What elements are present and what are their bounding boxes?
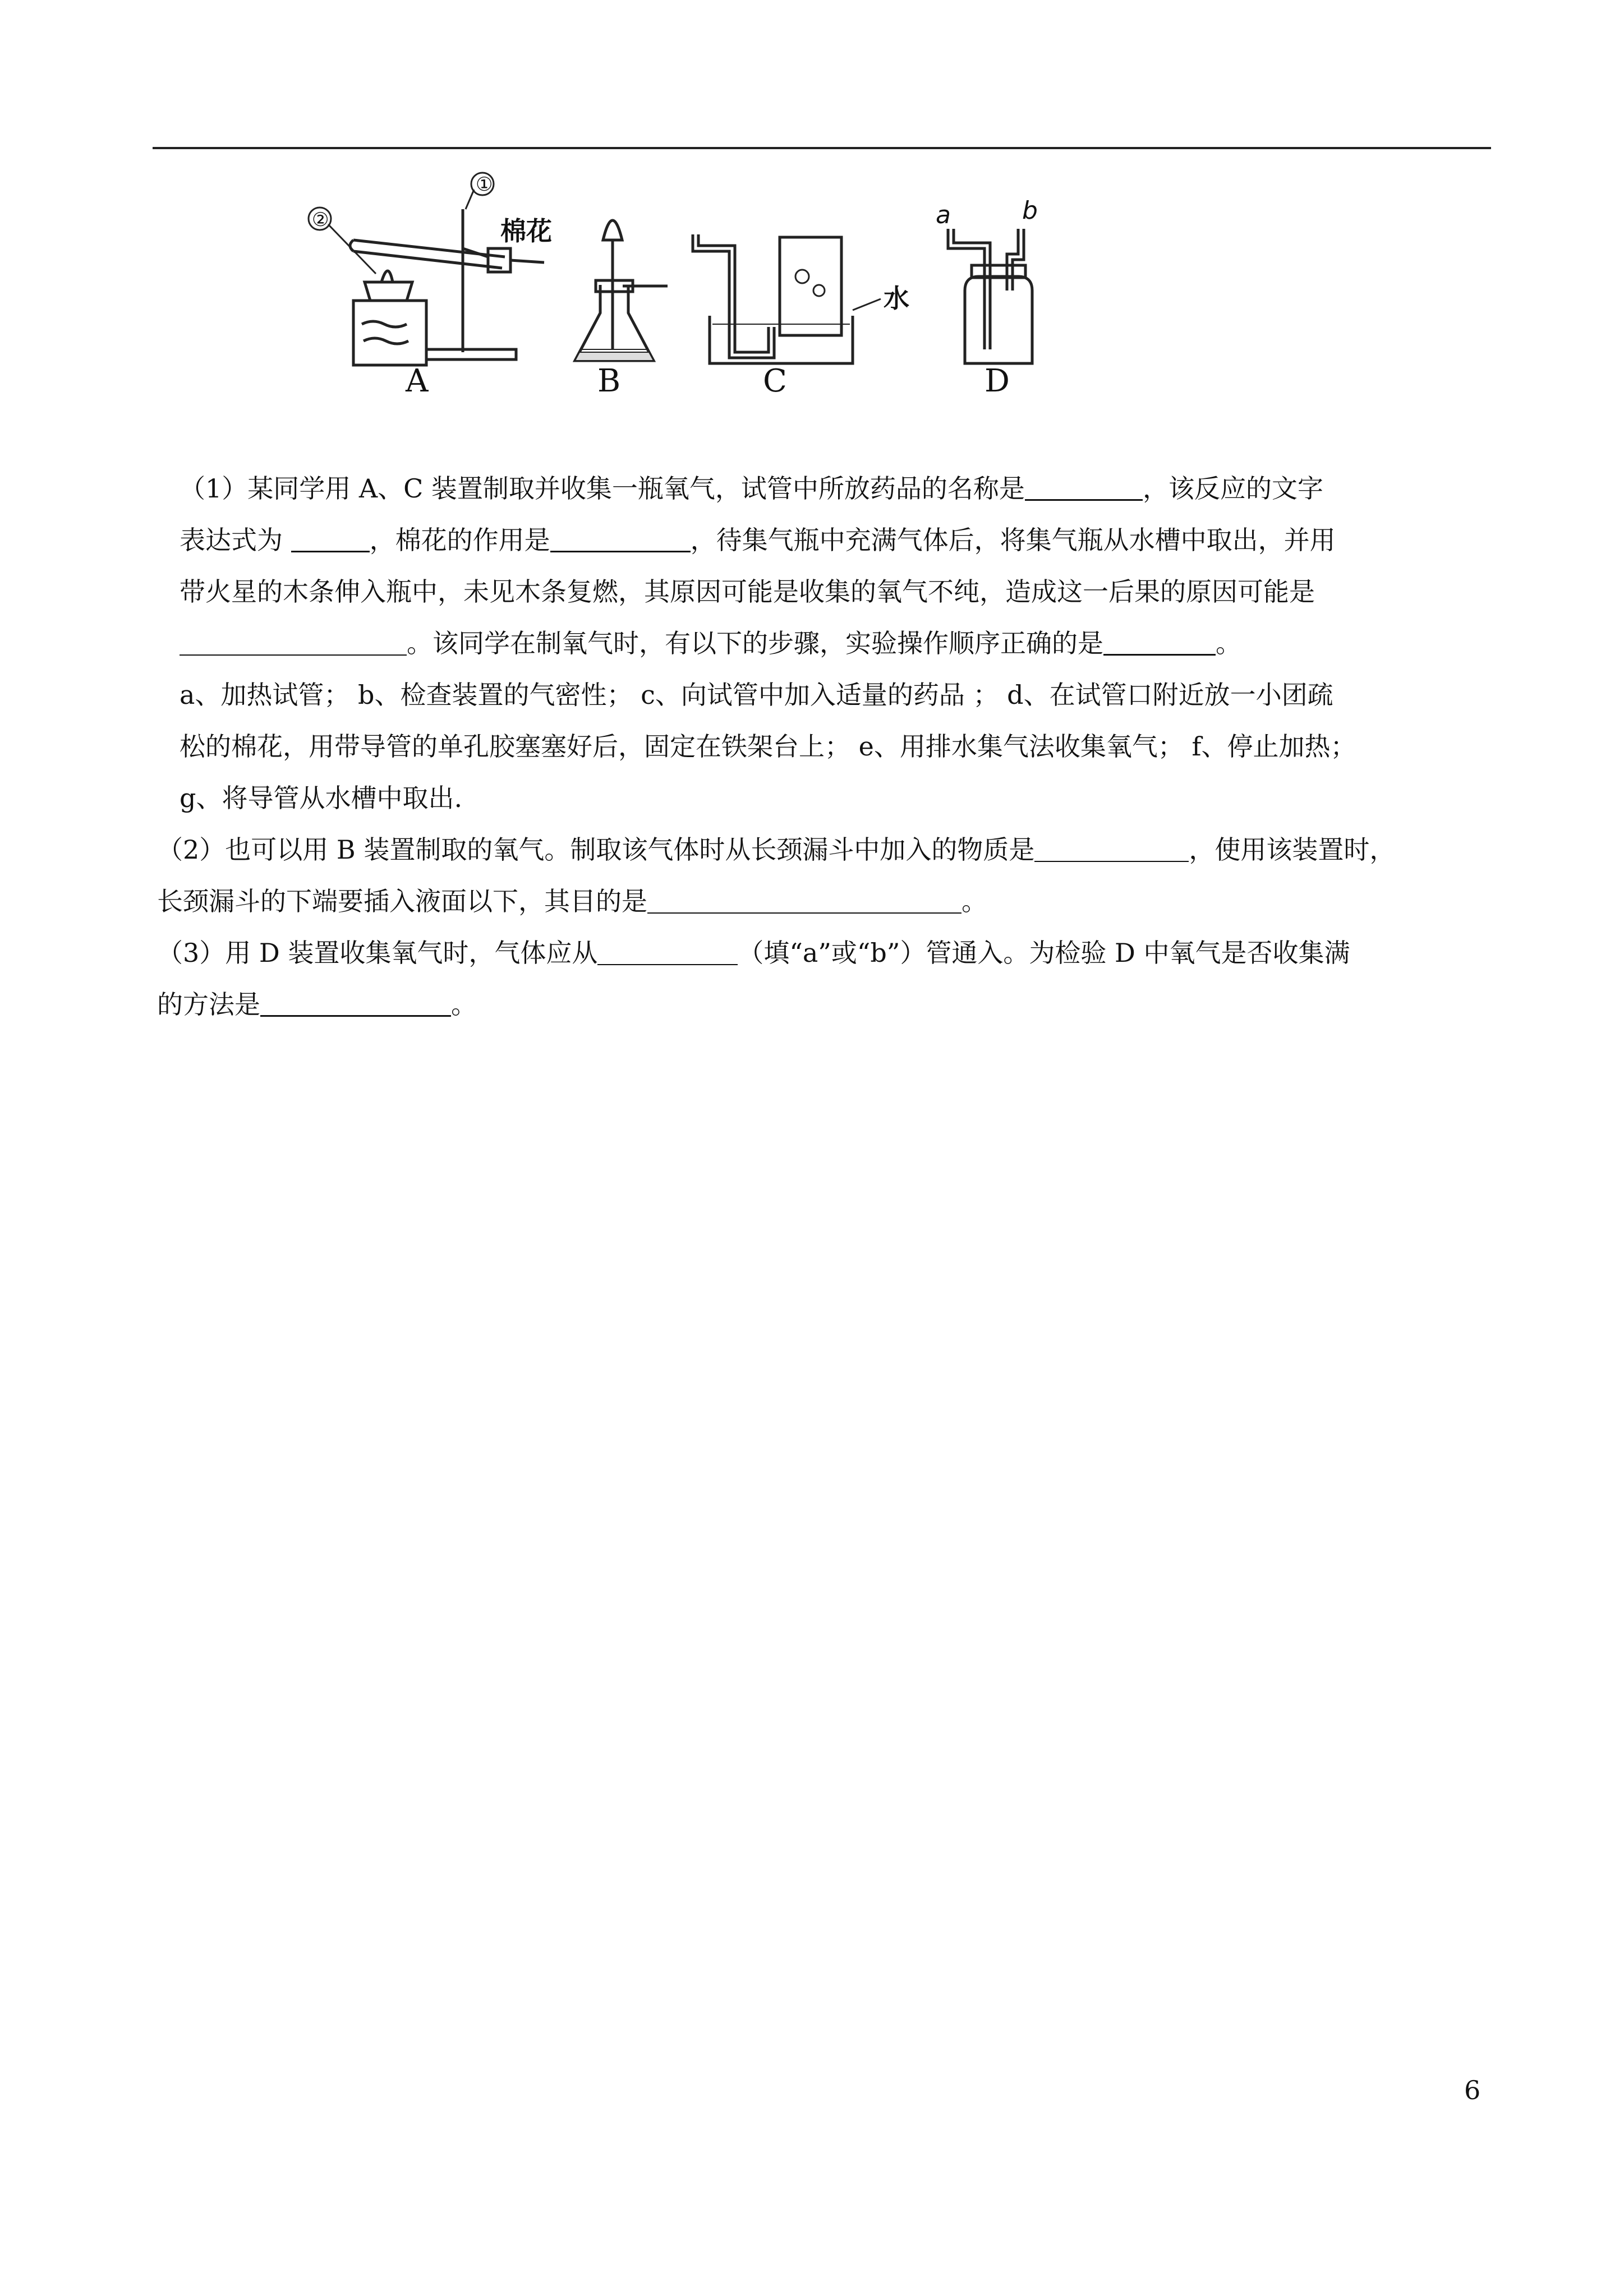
q2-line1-text-b: ，使用该装置时，	[1189, 835, 1396, 865]
q2-line2-text-a: 长颈漏斗的下端要插入液面以下，其目的是	[157, 886, 647, 916]
question-text	[157, 463, 1492, 1030]
label-a: A	[406, 363, 429, 397]
q1-line4-text-a: 。该同学在制氧气时，有以下的步骤，实验操作顺序正确的是	[407, 628, 1103, 658]
q1-line4	[157, 617, 1492, 669]
q2-line1-text-a: （2）也可以用 B 装置制取的氧气。制取该气体时从长颈漏斗中加入的物质是	[157, 835, 1035, 865]
q2-line2-text-b: 。	[961, 886, 987, 916]
q1-steps-line3: g、将导管从水槽中取出.	[180, 783, 463, 813]
apparatus-d	[948, 229, 1032, 363]
q1-line1-text-a: （1）某同学用 A、C 装置制取并收集一瓶氧气，试管中所放药品的名称是	[180, 473, 1025, 504]
q1-line4-text-b: 。	[1216, 628, 1241, 658]
answer-blank-inlet-tube[interactable]	[597, 936, 738, 965]
apparatus-diagram	[264, 156, 1060, 397]
label-d: D	[984, 363, 1010, 397]
q1-line2	[157, 514, 1492, 566]
page-number: 6	[1464, 2075, 1481, 2105]
answer-blank-impure-reason[interactable]	[180, 626, 407, 656]
apparatus-figure	[264, 156, 1060, 397]
answer-blank-full-check[interactable]	[260, 987, 451, 1017]
q1-line2-text-a: 表达式为	[180, 525, 291, 555]
apparatus-c	[693, 234, 881, 363]
q3-line2-text-b: 。	[451, 989, 477, 1020]
callout-two: ②	[312, 209, 329, 231]
answer-blank-drug-name[interactable]	[1025, 471, 1143, 501]
q1-line1-text-b: ，该反应的文字	[1142, 473, 1323, 504]
callout-tube-b: b	[1022, 196, 1038, 225]
answer-blank-cotton-role[interactable]	[550, 523, 691, 552]
q1-line2-text-c: ，待集气瓶中充满气体后，将集气瓶从水槽中取出，并用	[690, 525, 1336, 555]
answer-blank-step-order[interactable]	[1103, 626, 1216, 656]
q1-steps-line1: a、加热试管； b、检查装置的气密性； c、向试管中加入适量的药品 ； d、在试管口附近放一小团疏	[180, 680, 1333, 710]
apparatus-a	[309, 173, 544, 365]
q1-line1	[157, 463, 1492, 514]
answer-blank-equation[interactable]	[291, 523, 370, 552]
q3-line1-text-b: （填“a”或“b”）管通入。为检验 D 中氧气是否收集满	[738, 938, 1350, 968]
q3-line1-text-a: （3）用 D 装置收集氧气时，气体应从	[157, 938, 598, 968]
callout-cotton: 棉花	[500, 216, 552, 246]
q3-line2	[157, 979, 1492, 1030]
q1-line2-text-b: ，棉花的作用是	[369, 525, 550, 555]
callout-one: ①	[476, 173, 493, 196]
callout-tube-a: a	[936, 201, 951, 229]
answer-blank-funnel-purpose[interactable]	[647, 884, 961, 914]
q1-steps-line2: 松的棉花，用带导管的单孔胶塞塞好后，固定在铁架台上； e、用排水集气法收集氧气； f、停止加热；	[180, 731, 1356, 762]
header-rule	[153, 147, 1491, 149]
q2-line2	[157, 875, 1492, 927]
q1-line3: 带火星的木条伸入瓶中，未见木条复燃，其原因可能是收集的氧气不纯，造成这一后果的原因可能是	[180, 577, 1315, 607]
q3-line1	[157, 927, 1492, 979]
label-c: C	[763, 363, 787, 397]
q2-line1	[157, 824, 1492, 875]
apparatus-b	[575, 220, 668, 361]
answer-blank-funnel-substance[interactable]	[1034, 833, 1189, 862]
callout-water: 水	[884, 283, 909, 313]
q3-line2-text-a: 的方法是	[157, 989, 260, 1020]
label-b: B	[597, 363, 621, 397]
